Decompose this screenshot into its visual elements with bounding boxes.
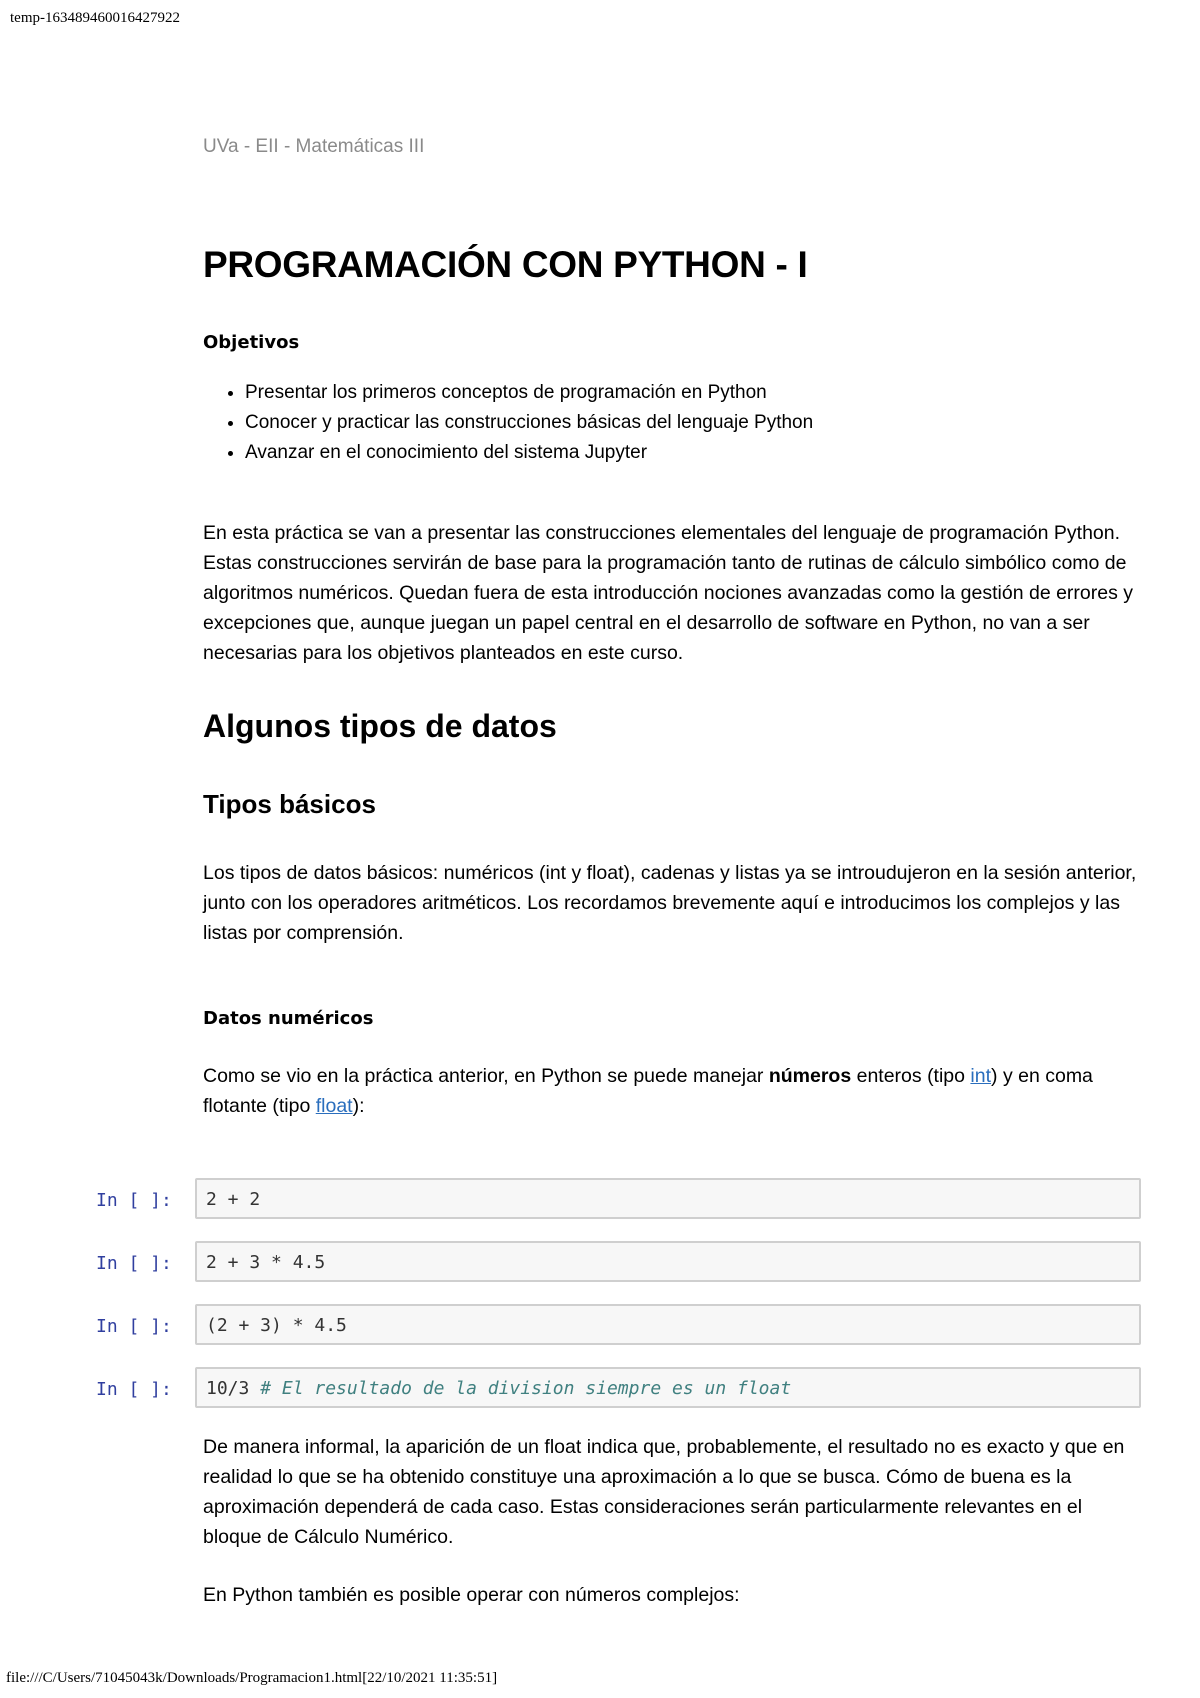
print-header: temp-163489460016427922	[10, 10, 180, 26]
code-text: 10/3	[206, 1378, 261, 1399]
numeric-text-2: enteros (tipo	[851, 1065, 971, 1087]
basic-types-paragraph: Los tipos de datos básicos: numéricos (int y float), cadenas y listas ya se introudujeron en la sesión anterior, junto con los operadores aritméticos. Los recordamos brevemente aquí e introducimos los complejos y las listas por comprensión.	[203, 862, 1137, 944]
course-label: UVa - EII - Matemáticas III	[203, 136, 425, 157]
code-comment: # El resultado de la division siempre es un float	[260, 1378, 792, 1399]
numeric-bold: números	[768, 1065, 852, 1087]
numeric-text-4: ):	[352, 1095, 365, 1117]
code-cell	[0, 1304, 1200, 1349]
code-input[interactable]	[195, 1178, 1141, 1219]
numeric-text-1: Como se vio en la práctica anterior, en Python se puede manejar	[203, 1065, 769, 1087]
cell-prompt: In [ ]:	[96, 1316, 172, 1337]
objectives-heading: Objetivos	[203, 332, 300, 353]
post-cells-content	[203, 1432, 1143, 1610]
list-item: • Conocer y practicar las construcciones básicas del lenguaje Python	[245, 408, 1143, 438]
numeric-heading: Datos numéricos	[203, 1008, 374, 1029]
cell-prompt: In [ ]:	[96, 1190, 172, 1211]
code-text: 2 + 2	[206, 1189, 261, 1210]
code-input[interactable]	[195, 1241, 1141, 1282]
page-title: PROGRAMACIÓN CON PYTHON - I	[203, 244, 808, 285]
cell-prompt: In [ ]:	[96, 1253, 172, 1274]
notebook-content	[203, 136, 1143, 1121]
subsection-heading: Tipos básicos	[203, 789, 376, 819]
float-doc-link[interactable]: float	[315, 1095, 353, 1117]
list-item: • Presentar los primeros conceptos de programación en Python	[245, 378, 1143, 408]
complex-paragraph: En Python también es posible operar con números complejos:	[203, 1584, 740, 1606]
code-input[interactable]	[195, 1367, 1141, 1408]
code-cell	[0, 1178, 1200, 1223]
code-input[interactable]	[195, 1304, 1141, 1345]
int-doc-link[interactable]: int	[970, 1065, 992, 1087]
numeric-text-3: ) y en coma flotante (tipo	[203, 1065, 1093, 1117]
objectives-list	[203, 378, 1143, 468]
section-heading: Algunos tipos de datos	[203, 708, 557, 744]
intro-paragraph: En esta práctica se van a presentar las construcciones elementales del lenguaje de programación Python. Estas construcciones servirán de base para la programación tanto de rutinas de cálculo simbólico como de algoritmos numéricos. Quedan fuera de esta introducción nociones avanzadas como la gestión de errores y excepciones que, aunque juegan un papel central en el desarrollo de software en Python, no van a ser necesarias para los objetivos planteados en este curso.	[203, 522, 1134, 664]
code-cells	[0, 1178, 1200, 1430]
code-text: 2 + 3 * 4.5	[206, 1252, 326, 1273]
numeric-paragraph	[203, 1061, 1143, 1121]
code-cell	[0, 1367, 1200, 1412]
cell-prompt: In [ ]:	[96, 1379, 172, 1400]
list-item: • Avanzar en el conocimiento del sistema Jupyter	[245, 438, 1143, 468]
code-text: (2 + 3) * 4.5	[206, 1315, 347, 1336]
float-paragraph: De manera informal, la aparición de un float indica que, probablemente, el resultado no es exacto y que en realidad lo que se ha obtenido constituye una aproximación a lo que se busca. Cómo de buena es la aproximación dependerá de cada caso. Estas consideraciones serán particularmente relevantes en el bloque de Cálculo Numérico.	[203, 1436, 1125, 1548]
code-cell	[0, 1241, 1200, 1286]
print-footer: file:///C/Users/71045043k/Downloads/Programacion1.html[22/10/2021 11:35:51]	[6, 1670, 498, 1686]
